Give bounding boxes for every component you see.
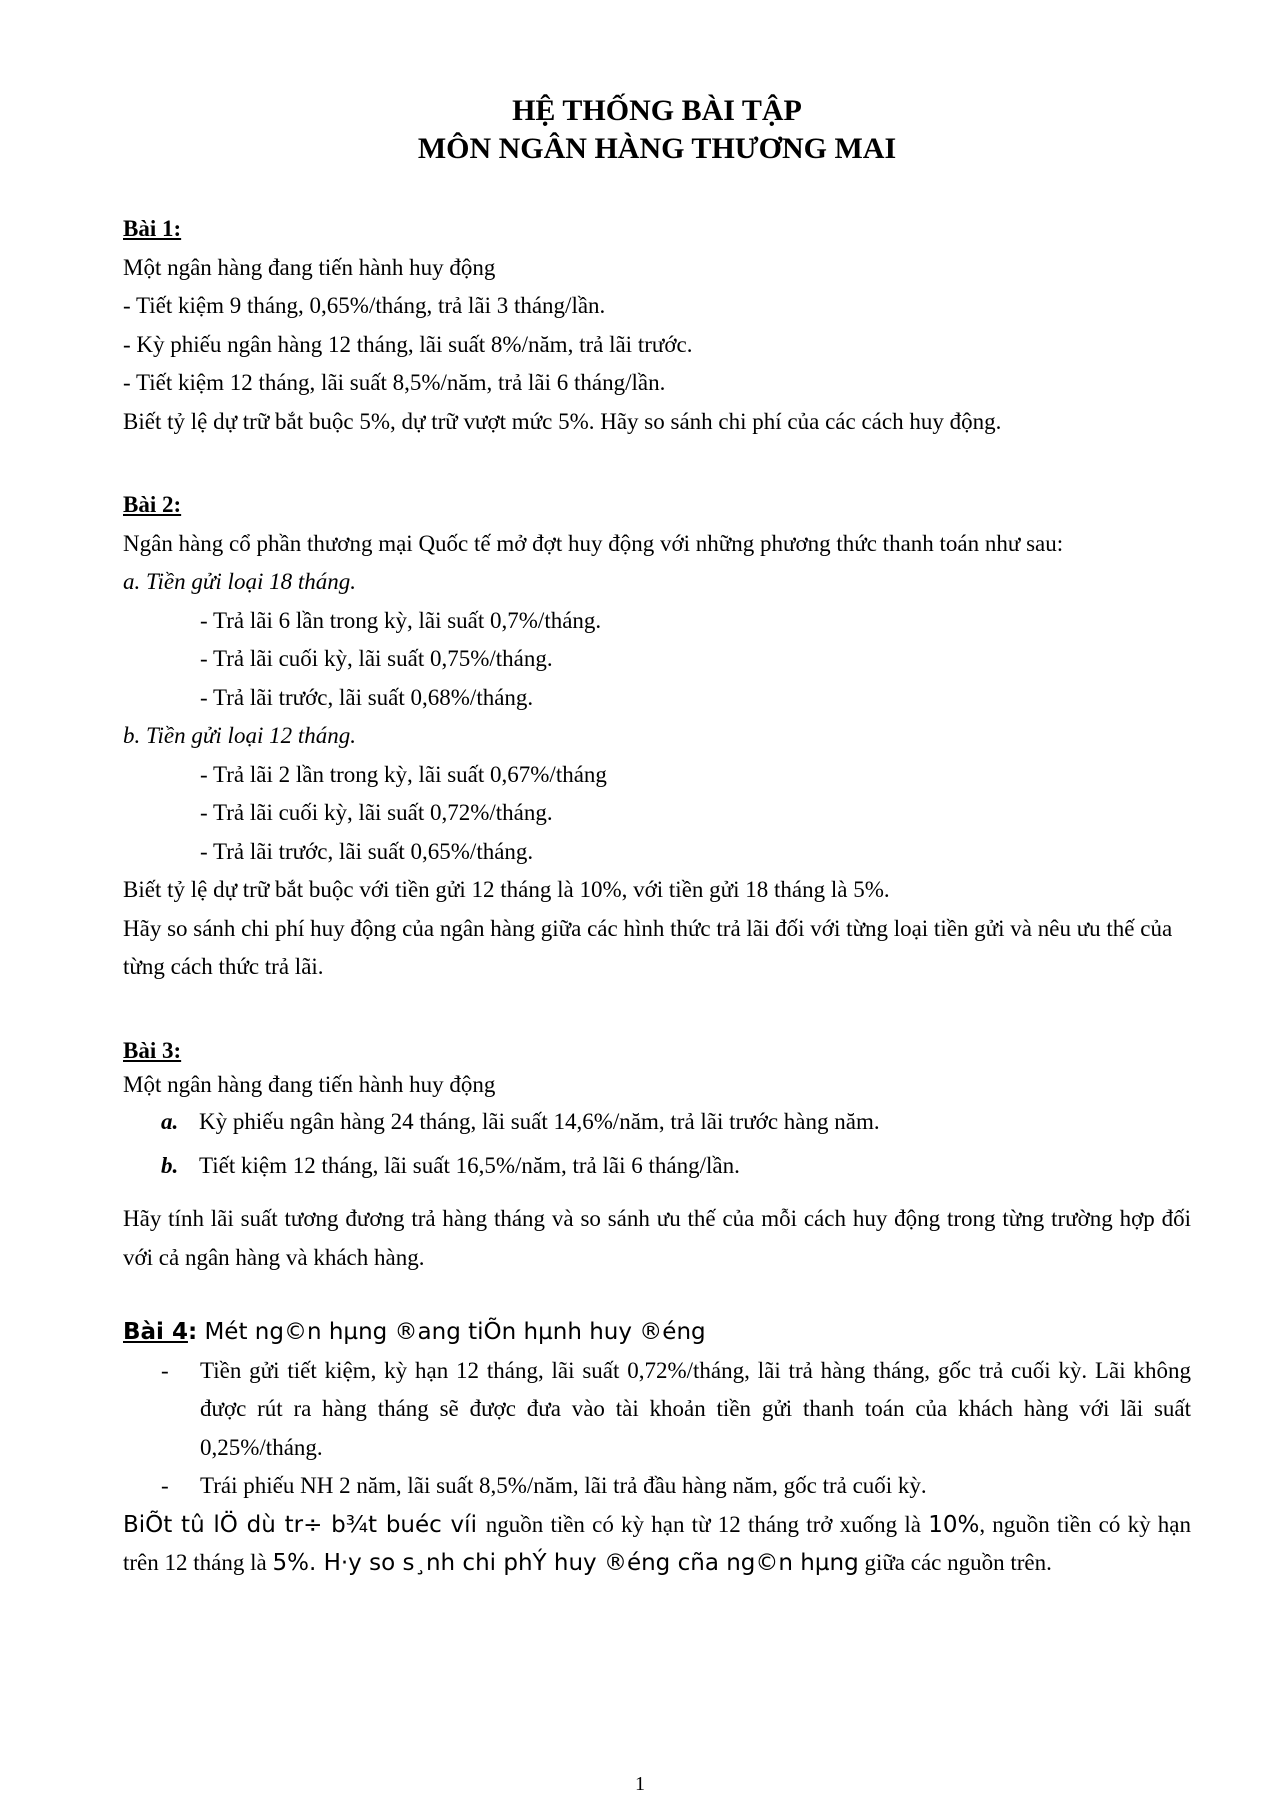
exercise-3-item-text: Tiết kiệm 12 tháng, lãi suất 16,5%/năm, trả lãi 6 tháng/lần. bbox=[199, 1153, 740, 1178]
dash-bullet: - bbox=[161, 1473, 169, 1498]
exercise-4-final-part: giữa các nguồn trên. bbox=[858, 1550, 1052, 1575]
exercise-4-final-part: nguồn tiền có kỳ hạn từ 12 tháng trở xuống là bbox=[485, 1511, 929, 1537]
exercise-3-heading: Bài 3: bbox=[123, 1037, 182, 1063]
dash-bullet: - bbox=[161, 1357, 169, 1383]
exercise-4-heading: Bài 4 bbox=[123, 1319, 188, 1345]
exercise-1-line: - Tiết kiệm 12 tháng, lãi suất 8,5%/năm, trả lãi 6 tháng/lần. bbox=[123, 370, 666, 395]
exercise-2-intro: Ngân hàng cổ phần thương mại Quốc tế mở đợt huy động với những phương thức thanh toán như sau: bbox=[123, 530, 1064, 556]
exercise-1-line: - Kỳ phiếu ngân hàng 12 tháng, lãi suất 8%/năm, trả lãi trước. bbox=[123, 331, 693, 357]
exercise-4-item bbox=[123, 1467, 1191, 1506]
exercise-4-final-part: 5%. H·y so s¸nh chi phÝ huy ®éng cña ng©n hµng bbox=[272, 1550, 859, 1576]
exercise-2-a-title: a. Tiền gửi loại 18 tháng. bbox=[123, 569, 356, 594]
exercise-4-intro: Mét ng©n hµng ®ang tiÕn hµnh huy ®éng bbox=[197, 1319, 706, 1345]
exercise-2-b-item: - Trả lãi 2 lần trong kỳ, lãi suất 0,67%/tháng bbox=[200, 761, 607, 787]
exercise-4-item-text: Trái phiếu NH 2 năm, lãi suất 8,5%/năm, lãi trả đầu hàng năm, gốc trả cuối kỳ. bbox=[200, 1473, 927, 1498]
exercise-4-item-text: Tiền gửi tiết kiệm, kỳ hạn 12 tháng, lãi suất 0,72%/tháng, lãi trả hàng tháng, gốc trả cuối kỳ. Lãi không được rút ra hàng tháng sẽ được đưa vào tài khoản tiền gửi thanh toán của khách hàng với lãi suất 0,25%/tháng. bbox=[200, 1357, 1191, 1460]
exercise-4-header bbox=[123, 1313, 1191, 1352]
exercise-2-b-item: - Trả lãi trước, lãi suất 0,65%/tháng. bbox=[200, 838, 534, 864]
exercise-1-line: Một ngân hàng đang tiến hành huy động bbox=[123, 254, 496, 280]
exercise-1-line: Biết tỷ lệ dự trữ bắt buộc 5%, dự trữ vượt mức 5%. Hãy so sánh chi phí của các cách huy động. bbox=[123, 408, 1002, 434]
exercise-4-final-part: BiÕt tû lÖ dù tr÷ b¾t buéc víi bbox=[123, 1511, 486, 1538]
exercise-1 bbox=[123, 210, 1191, 441]
exercise-3 bbox=[123, 1032, 1191, 1278]
exercise-4-final bbox=[123, 1506, 1191, 1583]
exercise-4-final-part: 10% bbox=[928, 1511, 980, 1538]
exercise-3-item-label: b. bbox=[161, 1153, 179, 1178]
exercise-2-a-item: - Trả lãi 6 lần trong kỳ, lãi suất 0,7%/tháng. bbox=[200, 607, 602, 633]
exercise-2-question: Hãy so sánh chi phí huy động của ngân hàng giữa các hình thức trả lãi đối với từng loại tiền gửi và nêu ưu thế của từng cách thức trả lãi. bbox=[123, 915, 1173, 979]
page-number: 1 bbox=[635, 1773, 645, 1795]
exercise-3-item-text: Kỳ phiếu ngân hàng 24 tháng, lãi suất 14,6%/năm, trả lãi trước hàng năm. bbox=[199, 1109, 880, 1134]
exercise-2-heading: Bài 2: bbox=[123, 492, 182, 517]
exercise-3-item bbox=[123, 1144, 1191, 1188]
exercise-2-b-title: b. Tiền gửi loại 12 tháng. bbox=[123, 723, 356, 748]
exercise-3-item-label: a. bbox=[161, 1109, 179, 1134]
exercise-4-colon: : bbox=[187, 1319, 198, 1345]
exercise-3-intro: Một ngân hàng đang tiến hành huy động bbox=[123, 1072, 496, 1097]
exercise-1-line: - Tiết kiệm 9 tháng, 0,65%/tháng, trả lãi 3 tháng/lần. bbox=[123, 293, 606, 318]
exercise-2-reserve: Biết tỷ lệ dự trữ bắt buộc với tiền gửi 12 tháng là 10%, với tiền gửi 18 tháng là 5%. bbox=[123, 877, 890, 902]
title-line-2: MÔN NGÂN HÀNG THƯƠNG MAI bbox=[417, 132, 897, 165]
exercise-4-item bbox=[123, 1352, 1191, 1468]
exercise-4-final-part: , nguồn tiền có kỳ hạn trên 12 tháng là bbox=[123, 1511, 1192, 1575]
exercise-1-heading: Bài 1: bbox=[123, 216, 182, 241]
exercise-2-b-item: - Trả lãi cuối kỳ, lãi suất 0,72%/tháng. bbox=[200, 800, 553, 825]
exercise-2-a-item: - Trả lãi trước, lãi suất 0,68%/tháng. bbox=[200, 684, 534, 710]
exercise-3-item bbox=[123, 1100, 1191, 1144]
document-page bbox=[123, 92, 1191, 1583]
exercise-3-question: Hãy tính lãi suất tương đương trả hàng tháng và so sánh ưu thế của mỗi cách huy động trong từng trường hợp đối với cả ngân hàng và khách hàng. bbox=[123, 1206, 1191, 1270]
exercise-2 bbox=[123, 486, 1191, 987]
title-line-1: HỆ THỐNG BÀI TẬP bbox=[512, 94, 802, 127]
exercise-2-a-item: - Trả lãi cuối kỳ, lãi suất 0,75%/tháng. bbox=[200, 646, 553, 671]
exercise-4 bbox=[123, 1313, 1191, 1583]
